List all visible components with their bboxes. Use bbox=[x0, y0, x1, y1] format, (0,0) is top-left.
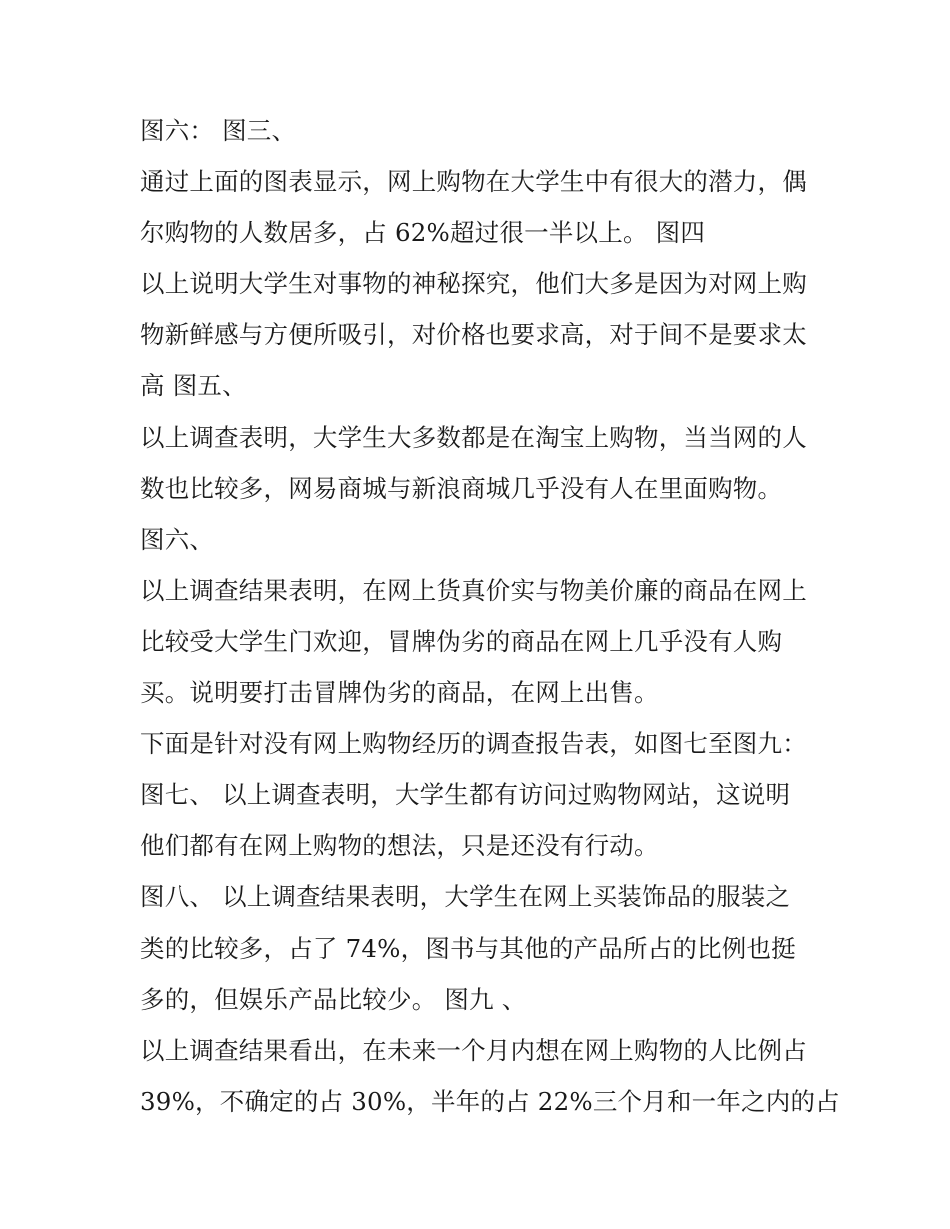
text-line: 以上调查结果看出，在未来一个月内想在网上购物的人比例占 bbox=[140, 1035, 807, 1065]
text-line: 类的比较多，占了 74%，图书与其他的产品所占的比例也挺 bbox=[140, 933, 796, 963]
text-line: 他们都有在网上购物的想法，只是还没有行动。 bbox=[140, 831, 659, 861]
text-line: 买。说明要打击冒牌伪劣的商品，在网上出售。 bbox=[140, 678, 659, 708]
text-line: 通过上面的图表显示，网上购物在大学生中有很大的潜力，偶 bbox=[140, 167, 807, 197]
text-line: 数也比较多，网易商城与新浪商城几乎没有人在里面购物。 bbox=[140, 473, 783, 503]
document-body bbox=[140, 105, 840, 1127]
text-line: 图八、 以上调查结果表明，大学生在网上买装饰品的服装之 bbox=[140, 882, 791, 912]
text-line: 高 图五、 bbox=[140, 371, 247, 401]
text-line: 以上调查结果表明，在网上货真价实与物美价廉的商品在网上 bbox=[140, 575, 807, 605]
text-line: 以上说明大学生对事物的神秘探究，他们大多是因为对网上购 bbox=[140, 269, 807, 299]
text-line: 以上调查表明，大学生大多数都是在淘宝上购物，当当网的人 bbox=[140, 422, 807, 452]
text-line: 下面是针对没有网上购物经历的调查报告表，如图七至图九： bbox=[140, 729, 807, 759]
text-line: 物新鲜感与方便所吸引，对价格也要求高，对于间不是要求太 bbox=[140, 320, 807, 350]
text-line: 比较受大学生门欢迎，冒牌伪劣的商品在网上几乎没有人购 bbox=[140, 626, 783, 656]
text-line: 图六： 图三、 bbox=[140, 116, 297, 145]
text-line: 多的，但娱乐产品比较少。 图九 、 bbox=[140, 984, 527, 1014]
text-line: 尔购物的人数居多，占 62%超过很一半以上。 图四 bbox=[140, 218, 706, 248]
text-line: 39%，不确定的占 30%，半年的占 22%三个月和一年之内的占 bbox=[140, 1086, 840, 1116]
text-line: 图七、 以上调查表明，大学生都有访问过购物网站，这说明 bbox=[140, 780, 791, 810]
text-line: 图六、 bbox=[140, 524, 215, 554]
